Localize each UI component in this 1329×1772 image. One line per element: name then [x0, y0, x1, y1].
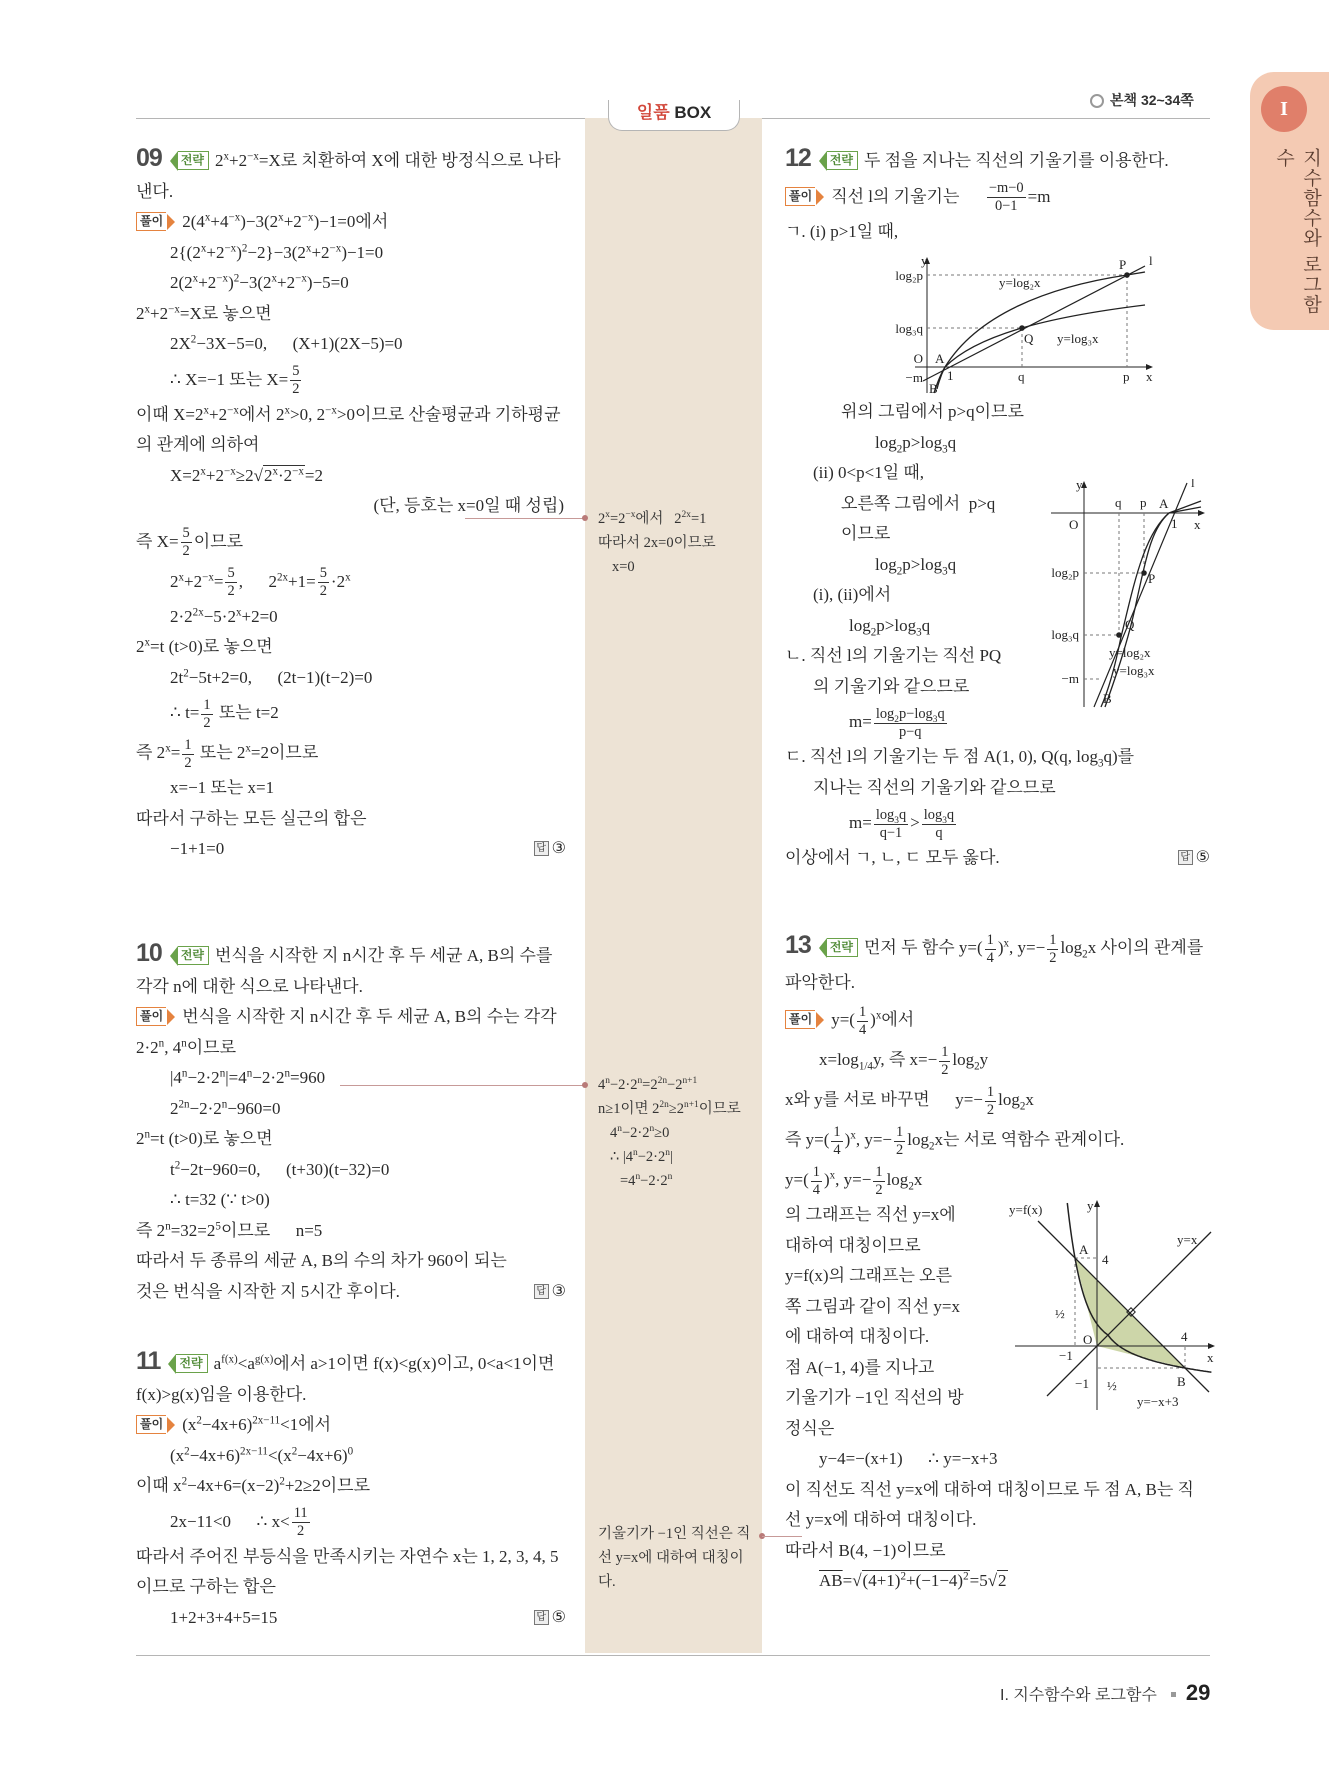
solution-line: 번식을 시작한 지 n시간 후 두 세균 A, B의 수는 각각 $2\cdot 2^n$, 4$^n$이므로: [136, 1007, 561, 1057]
y-label: y: [1087, 1198, 1094, 1213]
solution-line: $\log_2p>\log_3q$: [849, 615, 931, 638]
x-label: x: [1146, 369, 1153, 384]
solution-line: 따라서 B(4, −1)이므로: [785, 1540, 946, 1560]
solution-line: ∴ t= $\frac{1}{2}$ 또는 t=2: [170, 696, 279, 731]
note-line: 기울기가 −1인 직선은 직선 y=x에 대하여 대칭이다.: [598, 1526, 751, 1590]
solution-line: 즉 y=( $\frac{1}{4}$ )$^x$, y=− $\frac{1}{2}$ $\log_2x$는 서로 역함수 관계이다.: [785, 1124, 1125, 1158]
origin-label: O: [1069, 517, 1079, 532]
graph-inverse-functions: [1009, 1198, 1221, 1413]
side-note: [598, 507, 758, 579]
neg-m-label: −m: [1061, 671, 1079, 686]
solution-line: ∴ t=32 (∵ t>0): [170, 1190, 270, 1209]
solution-line: 2x−11<0 ∴ x< $\frac{11}{2}$: [170, 1505, 308, 1540]
answer-value: ③: [551, 1282, 566, 1300]
answer-label: 답: [534, 1284, 549, 1299]
page-reference-text: 본책 32~34쪽: [1110, 92, 1194, 108]
solution-line: $2\cdot 2^{2x}-5\cdot 2^x+2=0$: [170, 605, 278, 626]
Q-label: Q: [1125, 617, 1135, 632]
answer-badge: [1178, 843, 1210, 874]
solution-line: 즉 X= $\frac{5}{2}$ 이므로: [136, 525, 244, 560]
strategy-tag: 전략: [178, 946, 209, 965]
y-label: y: [1076, 479, 1083, 492]
y-axis-arrow-icon: [1094, 1200, 1100, 1207]
answer-value: ⑤: [1195, 849, 1210, 866]
Q-label: Q: [1024, 331, 1034, 346]
solution-line: $x=\log_{1/4}y$, 즉 x=− $\frac{1}{2}$ $\log_2y$: [819, 1044, 989, 1078]
answer-badge: [534, 1603, 566, 1634]
side-note-column: [585, 118, 762, 1653]
p-label: p: [1123, 369, 1130, 384]
solution-line: $(x^2-4x+6)^{2x-11}<(x^2-4x+6)^0$: [170, 1444, 354, 1465]
x-label: x: [1194, 517, 1201, 532]
solution-line: $2t^2-5t+2=0$, (2t−1)(t−2)=0: [170, 666, 373, 687]
p-label: p: [1140, 495, 1147, 510]
note-connector: [465, 518, 587, 519]
P-label: P: [1148, 571, 1156, 586]
solution-line: y−4=−(x+1) ∴ y=−x+3: [819, 1449, 998, 1469]
note-line: n≥1이면 $2^{2n}\ge 2^{n+1}$이므로: [598, 1100, 741, 1117]
note-line: $4^n-2\cdot 2^n\ge 0$: [610, 1124, 670, 1141]
answer-badge: [534, 834, 566, 865]
A-label: A: [1159, 496, 1169, 511]
solution-line: $X=2^x+2^{-x}\ge 2√2^x\cdot 2^{-x}=2$: [170, 464, 323, 485]
solution-line: 에 대하여 대칭이다.: [785, 1327, 930, 1347]
solution-line: $\log_2p>\log_3q$: [875, 554, 957, 577]
strategy-text: 번식을 시작한 지 n시간 후 두 세균 A, B의 수를 각각 n에 대한 식으로 나타낸다.: [136, 946, 557, 996]
curve-log3-label: y=log₃x: [1113, 663, 1155, 678]
solution-line: 따라서 구하는 모든 실근의 합은: [136, 808, 367, 828]
circle-arrow-icon: [1090, 94, 1104, 108]
point-P: [1141, 570, 1147, 576]
solution-line: $2^x+2^{-x}=$ $\frac{5}{2}$ , $2^{2x}+1=$ $\frac{5}{2}$ $\cdot 2^x$: [170, 565, 351, 600]
neg1-y-label: −1: [1075, 1376, 1089, 1391]
side-note: [598, 1073, 758, 1193]
solution-tag: 풀이: [136, 1007, 166, 1026]
q-label: q: [1018, 369, 1025, 384]
answer-label: 답: [534, 1610, 549, 1625]
origin-label: O: [1083, 1332, 1093, 1347]
x-label: x: [1207, 1350, 1214, 1365]
yx-label: y=x: [1177, 1232, 1198, 1247]
note-bullet: [582, 515, 588, 521]
solution-line: (i), (ii)에서: [813, 585, 892, 604]
problem-number: 12: [785, 144, 811, 172]
answer-label: 답: [1178, 850, 1193, 865]
solution-line: 지나는 직선의 기울기와 같으므로: [813, 777, 1056, 797]
solution-line: 쪽 그림과 같이 직선 y=x: [785, 1296, 960, 1316]
bottom-rule: [136, 1655, 1210, 1656]
solution-line: $2(4^x+4^{-x})-3(2^x+2^{-x})-1=0$에서: [182, 211, 389, 231]
solution-line: y=( $\frac{1}{4}$ )$^x$에서: [831, 1004, 915, 1038]
problem-11: [136, 1346, 566, 1633]
solution-tag: 풀이: [136, 1415, 166, 1434]
curve-log2-label: y=log₂x: [1109, 645, 1151, 660]
solution-line: 오른쪽 그림에서 p>q: [841, 493, 996, 513]
x-axis-arrow-icon: [1208, 1343, 1215, 1349]
solution-line: ∴ X=−1 또는 X= $\frac{5}{2}$: [170, 363, 300, 398]
neg-m-label: −m: [905, 370, 923, 385]
half-y-label: ½: [1055, 1306, 1065, 1321]
graph-log-p-less-1: [1041, 479, 1211, 709]
page-number: 29: [1185, 1680, 1211, 1705]
answer-value: ⑤: [551, 1608, 566, 1626]
footer-chapter: I. 지수함수와 로그함수: [1000, 1687, 1157, 1704]
page-footer: [1000, 1680, 1210, 1706]
graph-log-p-greater-1: [887, 255, 1159, 395]
curve-log3: [937, 305, 1145, 389]
solution-line: 이때 $X=2^x+2^{-x}$에서 $2^x>0$, $2^{-x}>0$이므로 산술평균과 기하평균의 관계에 의하여: [136, 403, 561, 454]
solution-line: 의 그래프는 직선 y=x에: [785, 1205, 956, 1225]
problem-number: 09: [136, 144, 162, 172]
point-P: [1124, 272, 1130, 278]
problem-13: [785, 928, 1214, 1597]
solution-line: $\log_2p>\log_3q$: [875, 432, 957, 455]
solution-line: ㄷ. 직선 l의 기울기는 두 점 A(1, 0), Q(q, $\log_3q$)를: [785, 747, 1135, 770]
note-bullet: [582, 1082, 588, 1088]
solution-tag: 풀이: [785, 1010, 815, 1029]
solution-line: ㄴ. 직선 l의 기울기는 직선 PQ: [785, 646, 1002, 665]
one-label: 1: [1171, 516, 1178, 531]
square-bullet-icon: [1171, 1692, 1176, 1697]
solution-line: 이므로: [841, 524, 891, 543]
note-line: $2^x=2^{-x}$에서 $2^{2x}=1$: [598, 510, 707, 527]
solution-line: $2^x=t$ (t>0)로 놓으면: [136, 636, 273, 656]
solution-line: 따라서 두 종류의 세균 A, B의 수의 차가 960이 되는 것은 번식을 시작한 지 5시간 후이다.: [136, 1251, 512, 1301]
problem-12: [785, 143, 1210, 874]
x-axis-arrow-icon: [1198, 510, 1205, 516]
solution-line: (ii) 0<p<1일 때,: [813, 463, 925, 482]
answer-value: ③: [551, 840, 566, 857]
l-label: l: [1191, 479, 1195, 490]
strategy-tag: 전략: [827, 151, 858, 170]
four-x-label: 4: [1181, 1329, 1188, 1344]
solution-line: 기울기가 −1인 직선의 방: [785, 1388, 964, 1408]
section-tab: [608, 100, 740, 131]
curve-log2: [934, 272, 1145, 393]
B-label: B: [929, 381, 938, 395]
half-x-label: ½: [1107, 1378, 1117, 1393]
solution-line: m= $\frac{\log_2p-\log_3q}{p-q}$: [849, 705, 945, 740]
page-reference: [1090, 90, 1194, 110]
solution-line: y=f(x)의 그래프는 오른: [785, 1266, 953, 1286]
solution-line: (단, 등호는 x=0일 때 성립): [373, 496, 564, 515]
solution-line: x와 y를 서로 바꾸면 y=− $\frac{1}{2}$ $\log_2x$: [785, 1084, 1034, 1118]
neg1-x-label: −1: [1059, 1348, 1073, 1363]
strategy-tag: 전략: [827, 938, 858, 957]
B-label: B: [1103, 691, 1112, 706]
A-label: A: [935, 351, 945, 366]
four-y-label: 4: [1102, 1252, 1109, 1267]
solution-line: $2^x+2^{-x}=X$로 놓으면: [136, 302, 272, 323]
strategy-text: 두 점을 지나는 직선의 기울기를 이용한다.: [864, 151, 1169, 170]
strategy-text: 먼저 두 함수 y=( $\frac{1}{4}$ )$^x$, y=− $\frac{1}{2}$ $\log_2x$ 사이의 관계를 파악한다.: [785, 931, 1208, 993]
section-tab-red-label: 일품: [636, 103, 670, 122]
strategy-text: $a^{f(x)}<a^{g(x)}$에서 a>1이면 f(x)<g(x)이고, 0<a<1이면 f(x)>g(x)임을 이용한다.: [136, 1353, 559, 1404]
chapter-title: 지수함수와 로그함수: [1273, 148, 1321, 315]
solution-line: 직선 l의 기울기는 $\frac{-m-0}{0-1}$ =m: [831, 180, 1051, 215]
solution-line: 이 직선도 직선 y=x에 대하여 대칭이므로 두 점 A, B는 직선 y=x에 대하여 대칭이다.: [785, 1479, 1194, 1530]
A-label: A: [1079, 1242, 1089, 1257]
note-line: $=4^n-2\cdot 2^n$: [620, 1172, 673, 1189]
solution-line: x=−1 또는 x=1: [170, 778, 275, 797]
solution-line: $|4^n-2\cdot 2^n|=4^n-2\cdot 2^n=960$: [170, 1067, 326, 1087]
solution-line: y=( $\frac{1}{4}$ )$^x$, y=− $\frac{1}{2}$ $\log_2x$: [785, 1164, 923, 1198]
log3q-label: log₃q: [1051, 627, 1079, 642]
answer-badge: [534, 1277, 566, 1308]
answer-label: 답: [534, 841, 549, 856]
solution-line: $2^n=t$ (t>0)로 놓으면: [136, 1128, 273, 1148]
point-Q: [1116, 632, 1122, 638]
solution-line: 따라서 주어진 부등식을 만족시키는 자연수 x는 1, 2, 3, 4, 5이므로 구하는 합은: [136, 1546, 559, 1596]
log2p-label: log₂p: [895, 268, 923, 283]
y-label: y: [921, 255, 928, 268]
strategy-tag: 전략: [176, 1354, 207, 1373]
solution-line: $2X^2-3X-5=0$, (X+1)(2X−5)=0: [170, 333, 403, 353]
log2p-label: log₂p: [1051, 565, 1079, 580]
solution-line: 이상에서 ㄱ, ㄴ, ㄷ 모두 옳다.: [785, 848, 1000, 867]
problem-number: 11: [136, 1347, 161, 1375]
q-label: q: [1115, 495, 1122, 510]
side-note: [598, 1522, 756, 1594]
solution-line: $2(2^x+2^{-x})^2-3(2^x+2^{-x})-5=0$: [170, 272, 349, 292]
solution-line: −1+1=0: [170, 839, 225, 858]
l-label: l: [1149, 255, 1153, 268]
solution-line: 이때 $x^2-4x+6=(x-2)^2+2\ge 2$이므로: [136, 1475, 371, 1495]
origin-label: O: [913, 351, 923, 366]
P-label: P: [1119, 257, 1127, 272]
problem-10: [136, 938, 566, 1307]
solution-line: $(x^2-4x+6)^{2x-11}<1$에서: [182, 1414, 332, 1434]
solution-line: $2^{2n}-2\cdot 2^n-960=0$: [170, 1097, 281, 1118]
line-label: y=−x+3: [1137, 1394, 1179, 1409]
solution-line: 즉 $2^x=$ $\frac{1}{2}$ 또는 $2^x=2$이므로: [136, 736, 319, 771]
solution-tag: 풀이: [785, 187, 815, 206]
solution-line: $t^2-2t-960=0$, (t+30)(t−32)=0: [170, 1158, 390, 1179]
solution-line: 1+2+3+4+5=15: [170, 1607, 278, 1627]
solution-line: 대하여 대칭이므로: [785, 1235, 921, 1255]
section-tab-label: BOX: [674, 103, 712, 122]
chapter-side-tab: [1250, 72, 1329, 330]
problem-number: 13: [785, 931, 811, 959]
solution-line: 정식은: [785, 1418, 835, 1438]
solution-line: ㄱ. (i) p>1일 때,: [785, 221, 899, 241]
fx-label: y=f(x): [1009, 1202, 1043, 1217]
problem-09: [136, 143, 566, 865]
note-line: 따라서 2x=0이므로: [598, 535, 716, 551]
solution-line: 점 A(−1, 4)를 지나고: [785, 1357, 935, 1377]
point-Q: [1019, 325, 1025, 331]
solution-line: 위의 그림에서 p>q이므로: [841, 402, 1024, 421]
strategy-tag: 전략: [178, 151, 209, 170]
B-label: B: [1177, 1374, 1186, 1389]
solution-line: 즉 $2^n=32=2^5$이므로 n=5: [136, 1219, 323, 1240]
one-label: 1: [947, 368, 954, 383]
log3q-label: log₃q: [895, 321, 923, 336]
chapter-numeral: I: [1261, 86, 1307, 132]
curve-log2-label: y=log₂x: [999, 275, 1041, 290]
solution-line: $2\{(2^x+2^{-x})^2-2\}-3(2^x+2^{-x})-1=0$: [170, 241, 384, 262]
solution-line: 의 기울기와 같으므로: [813, 676, 970, 696]
note-line: ∴ $|4^n-2\cdot 2^n|$: [610, 1148, 673, 1165]
strategy-text: $2^x+2^{-x}=X$로 치환하여 X에 대한 방정식으로 나타낸다.: [136, 150, 561, 201]
note-line: x=0: [612, 559, 635, 575]
solution-tag: 풀이: [136, 212, 166, 231]
problem-number: 10: [136, 939, 162, 967]
solution-line: $\overline{AB}=√(4+1)^2+(-1-4)^2=5√2$: [819, 1570, 1007, 1591]
note-line: $4^n-2\cdot 2^n=2^{2n}-2^{n+1}$: [598, 1076, 698, 1093]
curve-log3-label: y=log₃x: [1057, 331, 1099, 346]
solution-line: m= $\frac{\log_3q}{q-1}$ > $\frac{\log_3q}{q}$: [849, 806, 955, 841]
note-connector: [340, 1085, 587, 1086]
